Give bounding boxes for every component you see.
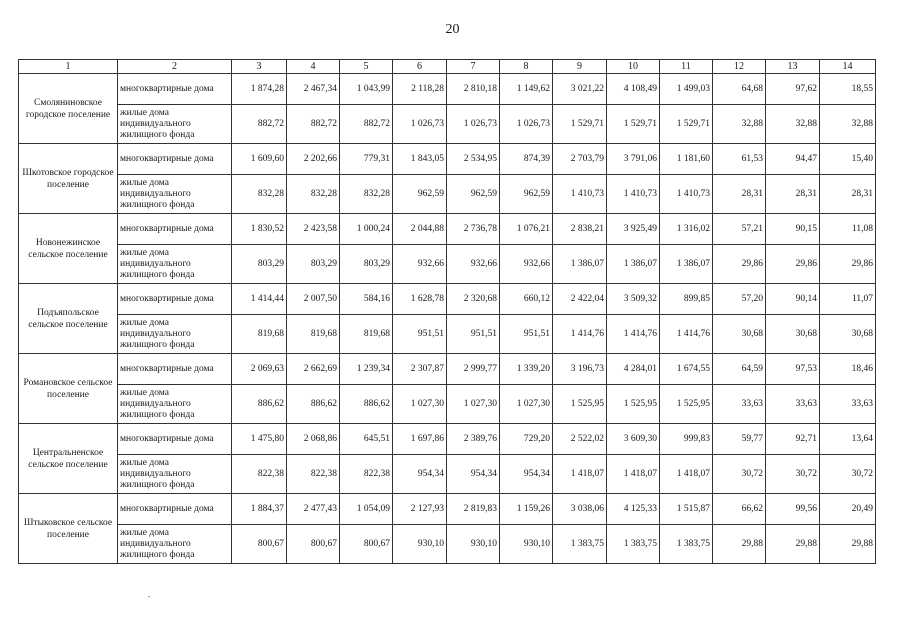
value-cell-col9: 2 422,04 — [553, 284, 607, 315]
value-cell-col14: 15,40 — [820, 144, 876, 175]
value-cell-col12: 30,68 — [713, 315, 766, 354]
value-cell-col14: 11,08 — [820, 214, 876, 245]
value-cell-col10: 1 525,95 — [607, 385, 660, 424]
value-cell-col10: 1 414,76 — [607, 315, 660, 354]
value-cell-col5: 819,68 — [340, 315, 393, 354]
value-cell-col6: 951,51 — [393, 315, 447, 354]
value-cell-col14: 20,49 — [820, 494, 876, 525]
value-cell-col4: 819,68 — [287, 315, 340, 354]
value-cell-col7: 2 999,77 — [447, 354, 500, 385]
column-header-7: 7 — [447, 60, 500, 74]
column-header-4: 4 — [287, 60, 340, 74]
value-cell-col6: 2 044,88 — [393, 214, 447, 245]
value-cell-col12: 64,68 — [713, 74, 766, 105]
housing-type: многоквартирные дома — [118, 354, 232, 385]
table-row — [19, 525, 876, 564]
value-cell-col6: 962,59 — [393, 175, 447, 214]
value-cell-col4: 2 202,66 — [287, 144, 340, 175]
value-cell-col10: 4 284,01 — [607, 354, 660, 385]
value-cell-col4: 822,38 — [287, 455, 340, 494]
value-cell-col12: 57,20 — [713, 284, 766, 315]
value-cell-col3: 832,28 — [232, 175, 287, 214]
value-cell-col13: 29,88 — [766, 525, 820, 564]
column-header-5: 5 — [340, 60, 393, 74]
value-cell-col13: 32,88 — [766, 105, 820, 144]
value-cell-col13: 30,72 — [766, 455, 820, 494]
table-row — [19, 354, 876, 385]
value-cell-col7: 962,59 — [447, 175, 500, 214]
table-row — [19, 245, 876, 284]
value-cell-col5: 584,16 — [340, 284, 393, 315]
value-cell-col3: 1 414,44 — [232, 284, 287, 315]
table-header — [19, 60, 876, 74]
value-cell-col13: 97,53 — [766, 354, 820, 385]
value-cell-col13: 28,31 — [766, 175, 820, 214]
housing-type: многоквартирные дома — [118, 74, 232, 105]
municipality-name: Штыковское сельское поселение — [19, 494, 118, 564]
value-cell-col11: 1 414,76 — [660, 315, 713, 354]
value-cell-col5: 1 239,34 — [340, 354, 393, 385]
value-cell-col4: 882,72 — [287, 105, 340, 144]
value-cell-col6: 2 127,93 — [393, 494, 447, 525]
value-cell-col10: 4 125,33 — [607, 494, 660, 525]
value-cell-col11: 1 316,02 — [660, 214, 713, 245]
value-cell-col14: 30,72 — [820, 455, 876, 494]
value-cell-col4: 2 423,58 — [287, 214, 340, 245]
value-cell-col8: 1 339,20 — [500, 354, 553, 385]
value-cell-col12: 64,59 — [713, 354, 766, 385]
value-cell-col3: 800,67 — [232, 525, 287, 564]
housing-type: жилые дома индивидуального жилищного фонда — [118, 175, 232, 214]
value-cell-col3: 1 884,37 — [232, 494, 287, 525]
value-cell-col8: 1 159,26 — [500, 494, 553, 525]
column-header-8: 8 — [500, 60, 553, 74]
value-cell-col10: 3 791,06 — [607, 144, 660, 175]
housing-type: жилые дома индивидуального жилищного фонда — [118, 105, 232, 144]
value-cell-col7: 1 026,73 — [447, 105, 500, 144]
table-row — [19, 284, 876, 315]
value-cell-col14: 11,07 — [820, 284, 876, 315]
municipality-name: Подъяпольское сельское поселение — [19, 284, 118, 354]
value-cell-col9: 2 522,02 — [553, 424, 607, 455]
value-cell-col7: 951,51 — [447, 315, 500, 354]
value-cell-col13: 29,86 — [766, 245, 820, 284]
value-cell-col11: 999,83 — [660, 424, 713, 455]
value-cell-col8: 660,12 — [500, 284, 553, 315]
municipality-name: Романовское сельское поселение — [19, 354, 118, 424]
value-cell-col8: 1 026,73 — [500, 105, 553, 144]
value-cell-col9: 3 038,06 — [553, 494, 607, 525]
municipality-name: Новонежинское сельское поселение — [19, 214, 118, 284]
column-header-1: 1 — [19, 60, 118, 74]
table-row — [19, 74, 876, 105]
value-cell-col10: 1 418,07 — [607, 455, 660, 494]
value-cell-col11: 1 418,07 — [660, 455, 713, 494]
value-cell-col13: 90,14 — [766, 284, 820, 315]
value-cell-col11: 899,85 — [660, 284, 713, 315]
value-cell-col3: 2 069,63 — [232, 354, 287, 385]
value-cell-col4: 2 662,69 — [287, 354, 340, 385]
value-cell-col5: 645,51 — [340, 424, 393, 455]
value-cell-col10: 3 509,32 — [607, 284, 660, 315]
column-header-10: 10 — [607, 60, 660, 74]
value-cell-col10: 1 386,07 — [607, 245, 660, 284]
value-cell-col9: 1 414,76 — [553, 315, 607, 354]
value-cell-col9: 1 529,71 — [553, 105, 607, 144]
value-cell-col6: 1 697,86 — [393, 424, 447, 455]
table-body — [19, 74, 876, 564]
column-header-12: 12 — [713, 60, 766, 74]
value-cell-col14: 29,86 — [820, 245, 876, 284]
column-header-6: 6 — [393, 60, 447, 74]
housing-type: многоквартирные дома — [118, 424, 232, 455]
value-cell-col7: 2 534,95 — [447, 144, 500, 175]
value-cell-col9: 1 410,73 — [553, 175, 607, 214]
value-cell-col14: 30,68 — [820, 315, 876, 354]
column-header-13: 13 — [766, 60, 820, 74]
header-row — [19, 60, 876, 74]
value-cell-col12: 66,62 — [713, 494, 766, 525]
value-cell-col6: 954,34 — [393, 455, 447, 494]
value-cell-col6: 932,66 — [393, 245, 447, 284]
value-cell-col6: 930,10 — [393, 525, 447, 564]
value-cell-col11: 1 674,55 — [660, 354, 713, 385]
value-cell-col14: 18,46 — [820, 354, 876, 385]
value-cell-col4: 803,29 — [287, 245, 340, 284]
housing-type: многоквартирные дома — [118, 144, 232, 175]
column-header-9: 9 — [553, 60, 607, 74]
value-cell-col13: 33,63 — [766, 385, 820, 424]
value-cell-col3: 1 830,52 — [232, 214, 287, 245]
value-cell-col11: 1 525,95 — [660, 385, 713, 424]
value-cell-col12: 57,21 — [713, 214, 766, 245]
value-cell-col6: 1 027,30 — [393, 385, 447, 424]
value-cell-col6: 1 026,73 — [393, 105, 447, 144]
value-cell-col5: 822,38 — [340, 455, 393, 494]
value-cell-col9: 1 386,07 — [553, 245, 607, 284]
value-cell-col13: 99,56 — [766, 494, 820, 525]
value-cell-col3: 819,68 — [232, 315, 287, 354]
value-cell-col3: 886,62 — [232, 385, 287, 424]
value-cell-col7: 2 736,78 — [447, 214, 500, 245]
value-cell-col5: 832,28 — [340, 175, 393, 214]
value-cell-col11: 1 410,73 — [660, 175, 713, 214]
value-cell-col13: 92,71 — [766, 424, 820, 455]
value-cell-col6: 2 307,87 — [393, 354, 447, 385]
value-cell-col8: 1 076,21 — [500, 214, 553, 245]
value-cell-col5: 1 043,99 — [340, 74, 393, 105]
value-cell-col9: 1 418,07 — [553, 455, 607, 494]
value-cell-col7: 1 027,30 — [447, 385, 500, 424]
value-cell-col8: 951,51 — [500, 315, 553, 354]
table-row — [19, 494, 876, 525]
value-cell-col6: 1 628,78 — [393, 284, 447, 315]
value-cell-col7: 2 810,18 — [447, 74, 500, 105]
value-cell-col6: 1 843,05 — [393, 144, 447, 175]
value-cell-col8: 932,66 — [500, 245, 553, 284]
housing-type: многоквартирные дома — [118, 494, 232, 525]
value-cell-col9: 1 383,75 — [553, 525, 607, 564]
value-cell-col4: 832,28 — [287, 175, 340, 214]
value-cell-col11: 1 181,60 — [660, 144, 713, 175]
value-cell-col8: 1 027,30 — [500, 385, 553, 424]
table-row — [19, 105, 876, 144]
value-cell-col9: 3 021,22 — [553, 74, 607, 105]
value-cell-col11: 1 499,03 — [660, 74, 713, 105]
column-header-14: 14 — [820, 60, 876, 74]
value-cell-col13: 30,68 — [766, 315, 820, 354]
value-cell-col5: 1 000,24 — [340, 214, 393, 245]
value-cell-col9: 2 838,21 — [553, 214, 607, 245]
value-cell-col10: 3 925,49 — [607, 214, 660, 245]
value-cell-col11: 1 383,75 — [660, 525, 713, 564]
value-cell-col3: 803,29 — [232, 245, 287, 284]
value-cell-col7: 930,10 — [447, 525, 500, 564]
value-cell-col5: 779,31 — [340, 144, 393, 175]
column-header-2: 2 — [118, 60, 232, 74]
value-cell-col3: 1 609,60 — [232, 144, 287, 175]
value-cell-col9: 1 525,95 — [553, 385, 607, 424]
value-cell-col11: 1 386,07 — [660, 245, 713, 284]
tariff-table — [18, 59, 876, 564]
value-cell-col14: 32,88 — [820, 105, 876, 144]
value-cell-col4: 886,62 — [287, 385, 340, 424]
value-cell-col8: 1 149,62 — [500, 74, 553, 105]
value-cell-col5: 1 054,09 — [340, 494, 393, 525]
table-row — [19, 214, 876, 245]
housing-type: жилые дома индивидуального жилищного фонда — [118, 385, 232, 424]
value-cell-col14: 28,31 — [820, 175, 876, 214]
value-cell-col5: 882,72 — [340, 105, 393, 144]
table-row — [19, 144, 876, 175]
value-cell-col8: 729,20 — [500, 424, 553, 455]
value-cell-col6: 2 118,28 — [393, 74, 447, 105]
value-cell-col12: 30,72 — [713, 455, 766, 494]
value-cell-col8: 962,59 — [500, 175, 553, 214]
value-cell-col7: 932,66 — [447, 245, 500, 284]
value-cell-col5: 800,67 — [340, 525, 393, 564]
value-cell-col10: 1 410,73 — [607, 175, 660, 214]
value-cell-col4: 800,67 — [287, 525, 340, 564]
housing-type: жилые дома индивидуального жилищного фонда — [118, 245, 232, 284]
value-cell-col14: 29,88 — [820, 525, 876, 564]
value-cell-col13: 97,62 — [766, 74, 820, 105]
value-cell-col11: 1 515,87 — [660, 494, 713, 525]
municipality-name: Центральненское сельское поселение — [19, 424, 118, 494]
table-row — [19, 315, 876, 354]
value-cell-col7: 2 320,68 — [447, 284, 500, 315]
housing-type: жилые дома индивидуального жилищного фонда — [118, 455, 232, 494]
value-cell-col13: 94,47 — [766, 144, 820, 175]
value-cell-col12: 59,77 — [713, 424, 766, 455]
value-cell-col9: 2 703,79 — [553, 144, 607, 175]
value-cell-col14: 33,63 — [820, 385, 876, 424]
value-cell-col8: 954,34 — [500, 455, 553, 494]
scan-speck — [148, 596, 150, 597]
value-cell-col5: 886,62 — [340, 385, 393, 424]
value-cell-col12: 32,88 — [713, 105, 766, 144]
value-cell-col10: 1 529,71 — [607, 105, 660, 144]
value-cell-col9: 3 196,73 — [553, 354, 607, 385]
value-cell-col4: 2 068,86 — [287, 424, 340, 455]
value-cell-col3: 1 475,80 — [232, 424, 287, 455]
value-cell-col12: 29,86 — [713, 245, 766, 284]
value-cell-col7: 2 389,76 — [447, 424, 500, 455]
value-cell-col11: 1 529,71 — [660, 105, 713, 144]
column-header-3: 3 — [232, 60, 287, 74]
value-cell-col14: 13,64 — [820, 424, 876, 455]
municipality-name: Смоляниновское городское поселение — [19, 74, 118, 144]
housing-type: многоквартирные дома — [118, 214, 232, 245]
page-number: 20 — [445, 22, 460, 37]
value-cell-col8: 874,39 — [500, 144, 553, 175]
table-row — [19, 175, 876, 214]
table-row — [19, 424, 876, 455]
table-row — [19, 385, 876, 424]
value-cell-col12: 33,63 — [713, 385, 766, 424]
municipality-name: Шкотовское городское поселение — [19, 144, 118, 214]
value-cell-col13: 90,15 — [766, 214, 820, 245]
table-row — [19, 455, 876, 494]
housing-type: жилые дома индивидуального жилищного фонда — [118, 315, 232, 354]
value-cell-col10: 3 609,30 — [607, 424, 660, 455]
value-cell-col7: 954,34 — [447, 455, 500, 494]
value-cell-col3: 822,38 — [232, 455, 287, 494]
value-cell-col3: 1 874,28 — [232, 74, 287, 105]
value-cell-col12: 28,31 — [713, 175, 766, 214]
column-header-11: 11 — [660, 60, 713, 74]
value-cell-col8: 930,10 — [500, 525, 553, 564]
value-cell-col4: 2 007,50 — [287, 284, 340, 315]
value-cell-col12: 61,53 — [713, 144, 766, 175]
value-cell-col12: 29,88 — [713, 525, 766, 564]
value-cell-col5: 803,29 — [340, 245, 393, 284]
value-cell-col3: 882,72 — [232, 105, 287, 144]
housing-type: жилые дома индивидуального жилищного фонда — [118, 525, 232, 564]
value-cell-col7: 2 819,83 — [447, 494, 500, 525]
value-cell-col10: 1 383,75 — [607, 525, 660, 564]
housing-type: многоквартирные дома — [118, 284, 232, 315]
value-cell-col14: 18,55 — [820, 74, 876, 105]
value-cell-col4: 2 477,43 — [287, 494, 340, 525]
value-cell-col10: 4 108,49 — [607, 74, 660, 105]
value-cell-col4: 2 467,34 — [287, 74, 340, 105]
